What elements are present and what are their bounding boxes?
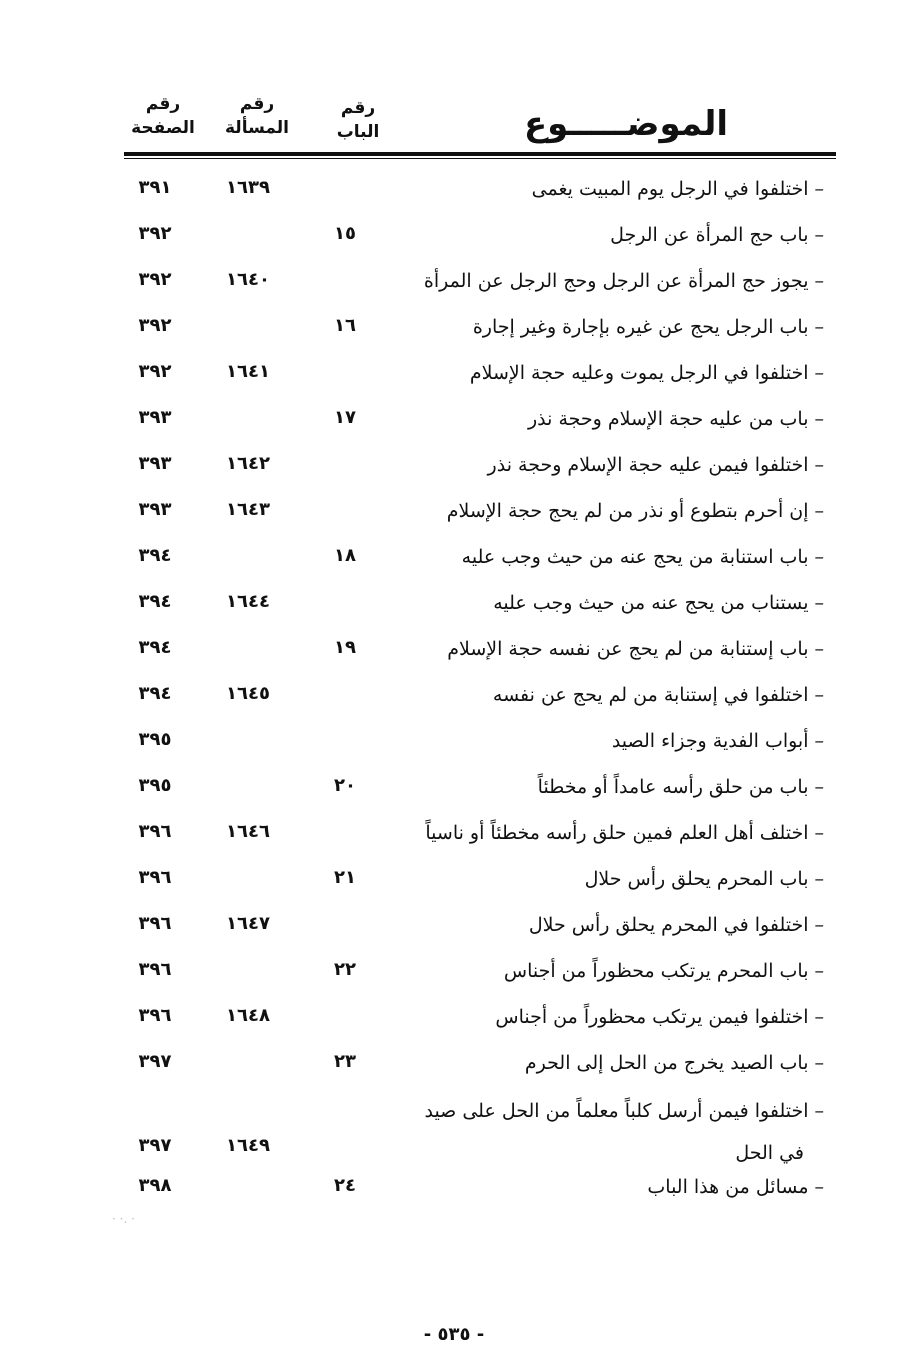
topic-text: اختلفوا في الرجل يموت وعليه حجة الإسلام [469,362,809,384]
entry-dash: – [814,316,824,338]
topic-text: اختلف أهل العلم فمين حلق رأسه مخطئاً أو ناسياً [425,822,809,844]
table-row [0,544,908,588]
entry-dash: – [814,270,824,292]
entry-dash: – [814,730,824,752]
header-rule-thick [124,152,836,156]
entry-dash: – [814,592,824,614]
topic-text: يجوز حج المرأة عن الرجل وحج الرجل عن المرأة [423,270,809,292]
entry-dash: – [814,362,824,384]
page-ref-number: ٣٩٢ [138,315,172,336]
topic-text: اختلفوا فيمن عليه حجة الإسلام وحجة نذر [487,454,809,476]
table-row [0,176,908,220]
topic-entry [538,774,824,800]
topic-entry [470,360,824,386]
table-row [0,1098,908,1164]
table-row [0,222,908,266]
masala-number: ١٦٤٩ [226,1135,270,1156]
col-header-masala-line1: رقم [239,94,275,114]
entry-dash: – [814,1006,824,1028]
topic-entry [473,314,824,340]
masala-number: ١٦٤٢ [226,453,270,474]
topic-entry [488,452,824,478]
entry-dash: – [814,1100,824,1122]
entry-dash: – [814,408,824,430]
topic-text: إن أحرم بتطوع أو نذر من لم يحج حجة الإسلام [446,500,809,522]
topic-entry [528,406,824,432]
scan-smudge: · ·. · [112,1212,135,1226]
masala-number: ١٦٤٧ [226,913,270,934]
entry-dash: – [814,684,824,706]
entry-dash: – [814,546,824,568]
entry-dash: – [814,822,824,844]
topic-text: اختلفوا في إستنابة من لم يحج عن نفسه [492,684,809,706]
page-ref-number: ٣٩٥ [138,775,172,796]
entry-dash: – [814,638,824,660]
col-header-safha-line2: الصفحة [131,118,195,138]
masala-number: ١٦٤١ [226,361,270,382]
page-ref-number: ٣٩٥ [138,729,172,750]
table-row [0,820,908,864]
masala-number: ١٦٤٦ [226,821,270,842]
bab-number: ٢٢ [334,959,356,980]
table-row [0,360,908,404]
page-ref-number: ٣٩٦ [138,959,172,980]
topic-entry [585,866,824,892]
page-ref-number: ٣٩٨ [138,1175,172,1196]
topic-entry [612,728,824,754]
entry-dash: – [814,1176,824,1198]
page-ref-number: ٣٩٣ [138,453,172,474]
entry-dash: – [814,454,824,476]
page-number: - ٥٣٥ - [423,1324,485,1345]
page-ref-number: ٣٩٧ [138,1135,172,1156]
entry-dash: – [814,914,824,936]
col-header-bab-line2: الباب [336,122,380,142]
table-row [0,912,908,956]
bab-number: ١٥ [334,223,356,244]
col-header-safha-line1: رقم [145,94,181,114]
header-rule-thin [124,158,836,159]
table-row [0,1174,908,1218]
topic-text: مسائل من هذا الباب [647,1176,809,1198]
page-ref-number: ٣٩٣ [138,499,172,520]
page-ref-number: ٣٩٤ [138,591,172,612]
topic-text: اختلفوا في الرجل يوم المبيت يغمى [531,178,809,200]
topic-entry [462,544,824,570]
topic-text: باب من عليه حجة الإسلام وحجة نذر [527,408,809,430]
entry-dash: – [814,224,824,246]
topic-entry-continuation: في الحل [735,1142,804,1164]
bab-number: ٢١ [334,867,356,888]
bab-number: ٢٣ [334,1051,356,1072]
page-ref-number: ٣٩٧ [138,1051,172,1072]
masala-number: ١٦٤٤ [226,591,270,612]
topic-text: أبواب الفدية وجزاء الصيد [611,730,809,752]
topic-entry [610,222,824,248]
topic-text: باب المحرم يرتكب محظوراً من أجناس [503,960,809,982]
topic-text: اختلفوا في المحرم يحلق رأس حلال [528,914,809,936]
topic-entry [493,682,824,708]
table-row [0,682,908,726]
entry-dash: – [814,178,824,200]
table-row [0,728,908,772]
entry-dash: – [814,500,824,522]
bab-number: ١٦ [334,315,356,336]
topic-text: باب الرجل يحج عن غيره بإجارة وغير إجارة [472,316,809,338]
col-header-bab [318,96,398,144]
bab-number: ١٩ [334,637,356,658]
entry-dash: – [814,1052,824,1074]
topic-text: يستناب من يحج عنه من حيث وجب عليه [493,592,809,614]
col-header-safha [118,92,208,140]
topic-entry [504,958,824,984]
table-row [0,1050,908,1094]
page-ref-number: ٣٩٤ [138,637,172,658]
bab-number: ٢٤ [334,1175,356,1196]
page-ref-number: ٣٩٣ [138,407,172,428]
topic-column-title: الموضـــــوع [523,104,728,144]
table-row [0,268,908,312]
topic-entry [525,1050,824,1076]
page-ref-number: ٣٩٢ [138,361,172,382]
page-ref-number: ٣٩٢ [138,223,172,244]
table-row [0,774,908,818]
topic-text: باب إستنابة من لم يحج عن نفسه حجة الإسلام [447,638,809,660]
col-header-masala-line2: المسألة [225,118,289,138]
table-row [0,958,908,1002]
table-row [0,406,908,450]
table-row [0,590,908,634]
bab-number: ١٨ [334,545,356,566]
topic-text: باب المحرم يحلق رأس حلال [584,868,809,890]
topic-text: باب الصيد يخرج من الحل إلى الحرم [524,1052,809,1074]
table-row [0,636,908,680]
topic-text: باب حج المرأة عن الرجل [610,224,809,246]
table-row [0,498,908,542]
masala-number: ١٦٣٩ [226,177,270,198]
page-ref-number: ٣٩٤ [138,545,172,566]
topic-entry [495,1004,824,1030]
topic-entry [493,590,824,616]
bab-number: ١٧ [334,407,356,428]
topic-entry [424,268,824,294]
topic-entry [447,498,824,524]
masala-number: ١٦٤٣ [226,499,270,520]
page-ref-number: ٣٩١ [138,177,172,198]
topic-entry [529,912,824,938]
col-header-masala [212,92,302,140]
page-ref-number: ٣٩٢ [138,269,172,290]
masala-number: ١٦٤٨ [226,1005,270,1026]
page-ref-number: ٣٩٦ [138,821,172,842]
bab-number: ٢٠ [334,775,356,796]
table-row [0,314,908,358]
topic-text: باب من حلق رأسه عامداً أو مخطئاً [537,776,809,798]
topic-text: باب استنابة من يحج عنه من حيث وجب عليه [461,546,809,568]
table-row [0,1004,908,1048]
topic-entry [447,636,824,662]
masala-number: ١٦٤٥ [226,683,270,704]
topic-entry [425,820,824,846]
table-row [0,866,908,910]
page-ref-number: ٣٩٦ [138,1005,172,1026]
page-ref-number: ٣٩٤ [138,683,172,704]
topic-text: اختلفوا فيمن يرتكب محظوراً من أجناس [495,1006,809,1028]
entry-dash: – [814,960,824,982]
table-row [0,452,908,496]
topic-entry [424,1098,824,1124]
page-ref-number: ٣٩٦ [138,913,172,934]
masala-number: ١٦٤٠ [226,269,270,290]
col-header-bab-line1: رقم [340,98,376,118]
entry-dash: – [814,868,824,890]
entry-dash: – [814,776,824,798]
page-ref-number: ٣٩٦ [138,867,172,888]
topic-entry [647,1174,824,1200]
topic-text: اختلفوا فيمن أرسل كلباً معلماً من الحل على صيد [424,1100,809,1122]
topic-entry [532,176,824,202]
